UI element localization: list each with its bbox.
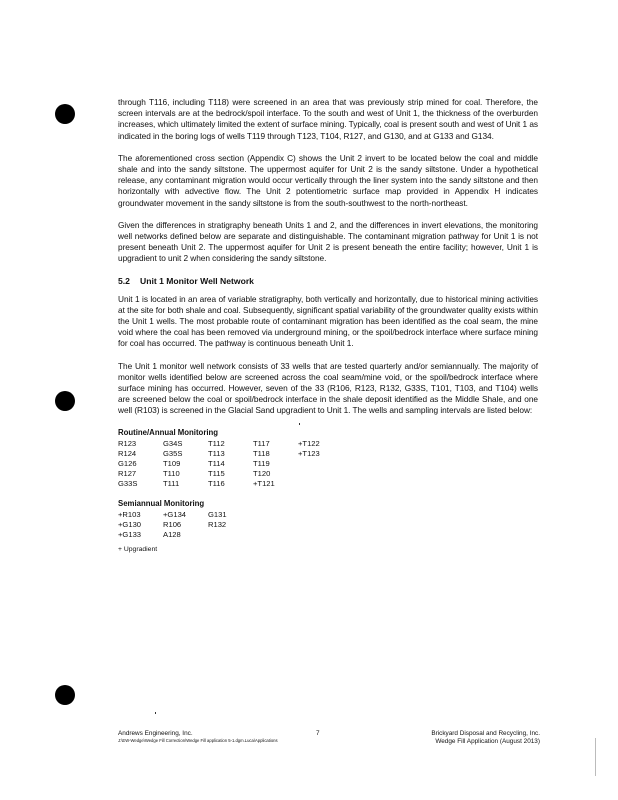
- table-row: [118, 449, 343, 459]
- well-cell: +G134: [163, 509, 187, 519]
- well-cell: T119: [253, 458, 270, 468]
- well-cell: T112: [208, 438, 225, 448]
- well-cell: T111: [163, 478, 180, 488]
- well-cell: R127: [118, 468, 137, 478]
- paragraph: through T116, including T118) were screened in an area that was previously strip mined for coal. Therefore, the screen intervals are at the bedrock/spoil interface. To the south and west of Unit 1, the thickness of the overburden increases, which ultimately limited the extent of surface mining. Typically, coal is present south and west of Unit 1 as indicated in the boring logs of wells T119 through T123, T104, R127, and G130, and at G133 and G134.: [118, 97, 538, 141]
- paragraph: Given the differences in stratigraphy beneath Units 1 and 2, and the differences in invert elevations, the monitoring well networks defined below are separate and distinguishable. The contaminant migration pathway for Unit 1 is not present beneath Unit 2. The uppermost aquifer for Unit 2 is present beneath the entire facility; however, Unit 1 is upgradient to unit 2 when considering the sandy siltstone.: [118, 219, 538, 264]
- paragraph: Unit 1 is located in an area of variable stratigraphy, both vertically and horizontally, due to historical mining activities at the site for both shale and coal. Subsequently, significant spatial variability of the groundwater quality exists within the Unit 1 wells. The most probable route of contaminant migration has been identified as the coal seam, the mine void where the coal has been removed via underground mining, or the spoil/bedrock interface where surface mining for coal has occurred. The pathway is continuous beneath Unit 1.: [118, 293, 538, 349]
- well-cell: G131: [208, 509, 227, 519]
- table-row: [118, 479, 343, 489]
- well-cell: [298, 479, 343, 489]
- binder-hole-top: [55, 104, 75, 124]
- well-cell: T118: [253, 448, 270, 458]
- well-cell: T110: [163, 468, 180, 478]
- well-cell: G34S: [163, 438, 183, 448]
- table-row: [118, 439, 343, 449]
- footer-right: [431, 730, 540, 746]
- table-row: [118, 459, 343, 469]
- well-cell: T109: [163, 458, 181, 468]
- routine-wells-table: [118, 439, 343, 489]
- well-cell: T114: [208, 458, 225, 468]
- semiannual-wells-table: [118, 510, 253, 540]
- well-cell: +G133: [118, 529, 142, 539]
- well-cell: G35S: [163, 448, 183, 458]
- paragraph: The aforementioned cross section (Appendix C) shows the Unit 2 invert to be located below the coal and middle shale and into the sandy siltstone. The uppermost aquifer for Unit 2 is the sandy siltstone. Under a hypothetical release, any contaminant migration would occur vertically through the liner system into the sandy siltstone and then horizontally with advective flow. The Unit 2 potentiometric surface map provided in Appendix H indicates groundwater movement in the sandy siltstone is from the south-southwest to the north-northeast.: [118, 152, 538, 208]
- section-title: Unit 1 Monitor Well Network: [140, 275, 254, 286]
- table-row: [118, 469, 343, 479]
- table-row: [118, 530, 253, 540]
- section-number: 5.2: [118, 275, 130, 286]
- well-cell: [208, 530, 253, 540]
- upgradient-footnote: + Upgradient: [118, 545, 158, 553]
- footer-client: Brickyard Disposal and Recycling, Inc.: [431, 730, 540, 737]
- well-cell: R123: [118, 438, 137, 448]
- well-cell: R132: [208, 519, 227, 529]
- well-cell: [298, 469, 343, 479]
- well-cell: +T121: [253, 478, 275, 488]
- footer-left: [118, 730, 278, 744]
- semiannual-monitoring-heading: Semiannual Monitoring: [118, 498, 205, 508]
- footer-file-path: J:\EW-Wedge\Wedge Fill Correction\Wedge Fill application 5-1.dgm.Luca\Applications: [118, 738, 278, 743]
- footer-document-title: Wedge Fill Application (August 2013): [435, 738, 540, 745]
- well-cell: R124: [118, 448, 137, 458]
- scan-edge-mark: [595, 738, 596, 776]
- scan-speck: [299, 423, 300, 425]
- table-row: [118, 510, 253, 520]
- well-cell: +G130: [118, 519, 142, 529]
- well-cell: T117: [253, 438, 270, 448]
- page-number: 7: [316, 730, 320, 737]
- well-cell: +T122: [298, 438, 320, 448]
- well-cell: T116: [208, 478, 225, 488]
- binder-hole-middle: [55, 391, 75, 411]
- scan-speck: [155, 712, 156, 714]
- footer-company: Andrews Engineering, Inc.: [118, 730, 193, 737]
- well-cell: A128: [163, 529, 181, 539]
- binder-hole-bottom: [55, 685, 75, 705]
- paragraph: The Unit 1 monitor well network consists of 33 wells that are tested quarterly and/or semiannually. The majority of monitor wells identified below are screened across the coal seam/mine void, or the spoil/bedrock interface where surface mining has occurred. However, seven of the 33 (R106, R123, R132, G33S, T101, T103, and T104) wells are screened below the coal or spoil/bedrock interface in the shale deposit identified as the Middle Shale, and one well (R103) is screened in the Glacial Sand upgradient to Unit 1. The wells and sampling intervals are listed below:: [118, 360, 538, 416]
- routine-monitoring-heading: Routine/Annual Monitoring: [118, 427, 219, 437]
- well-cell: T115: [208, 468, 225, 478]
- well-cell: G33S: [118, 478, 138, 488]
- well-cell: G126: [118, 458, 137, 468]
- well-cell: +T123: [298, 448, 320, 458]
- well-cell: [298, 459, 343, 469]
- section-heading: [118, 276, 538, 287]
- table-row: [118, 520, 253, 530]
- well-cell: R106: [163, 519, 182, 529]
- well-cell: +R103: [118, 509, 141, 519]
- page-body: [118, 97, 538, 554]
- well-cell: T120: [253, 468, 271, 478]
- well-cell: T113: [208, 448, 225, 458]
